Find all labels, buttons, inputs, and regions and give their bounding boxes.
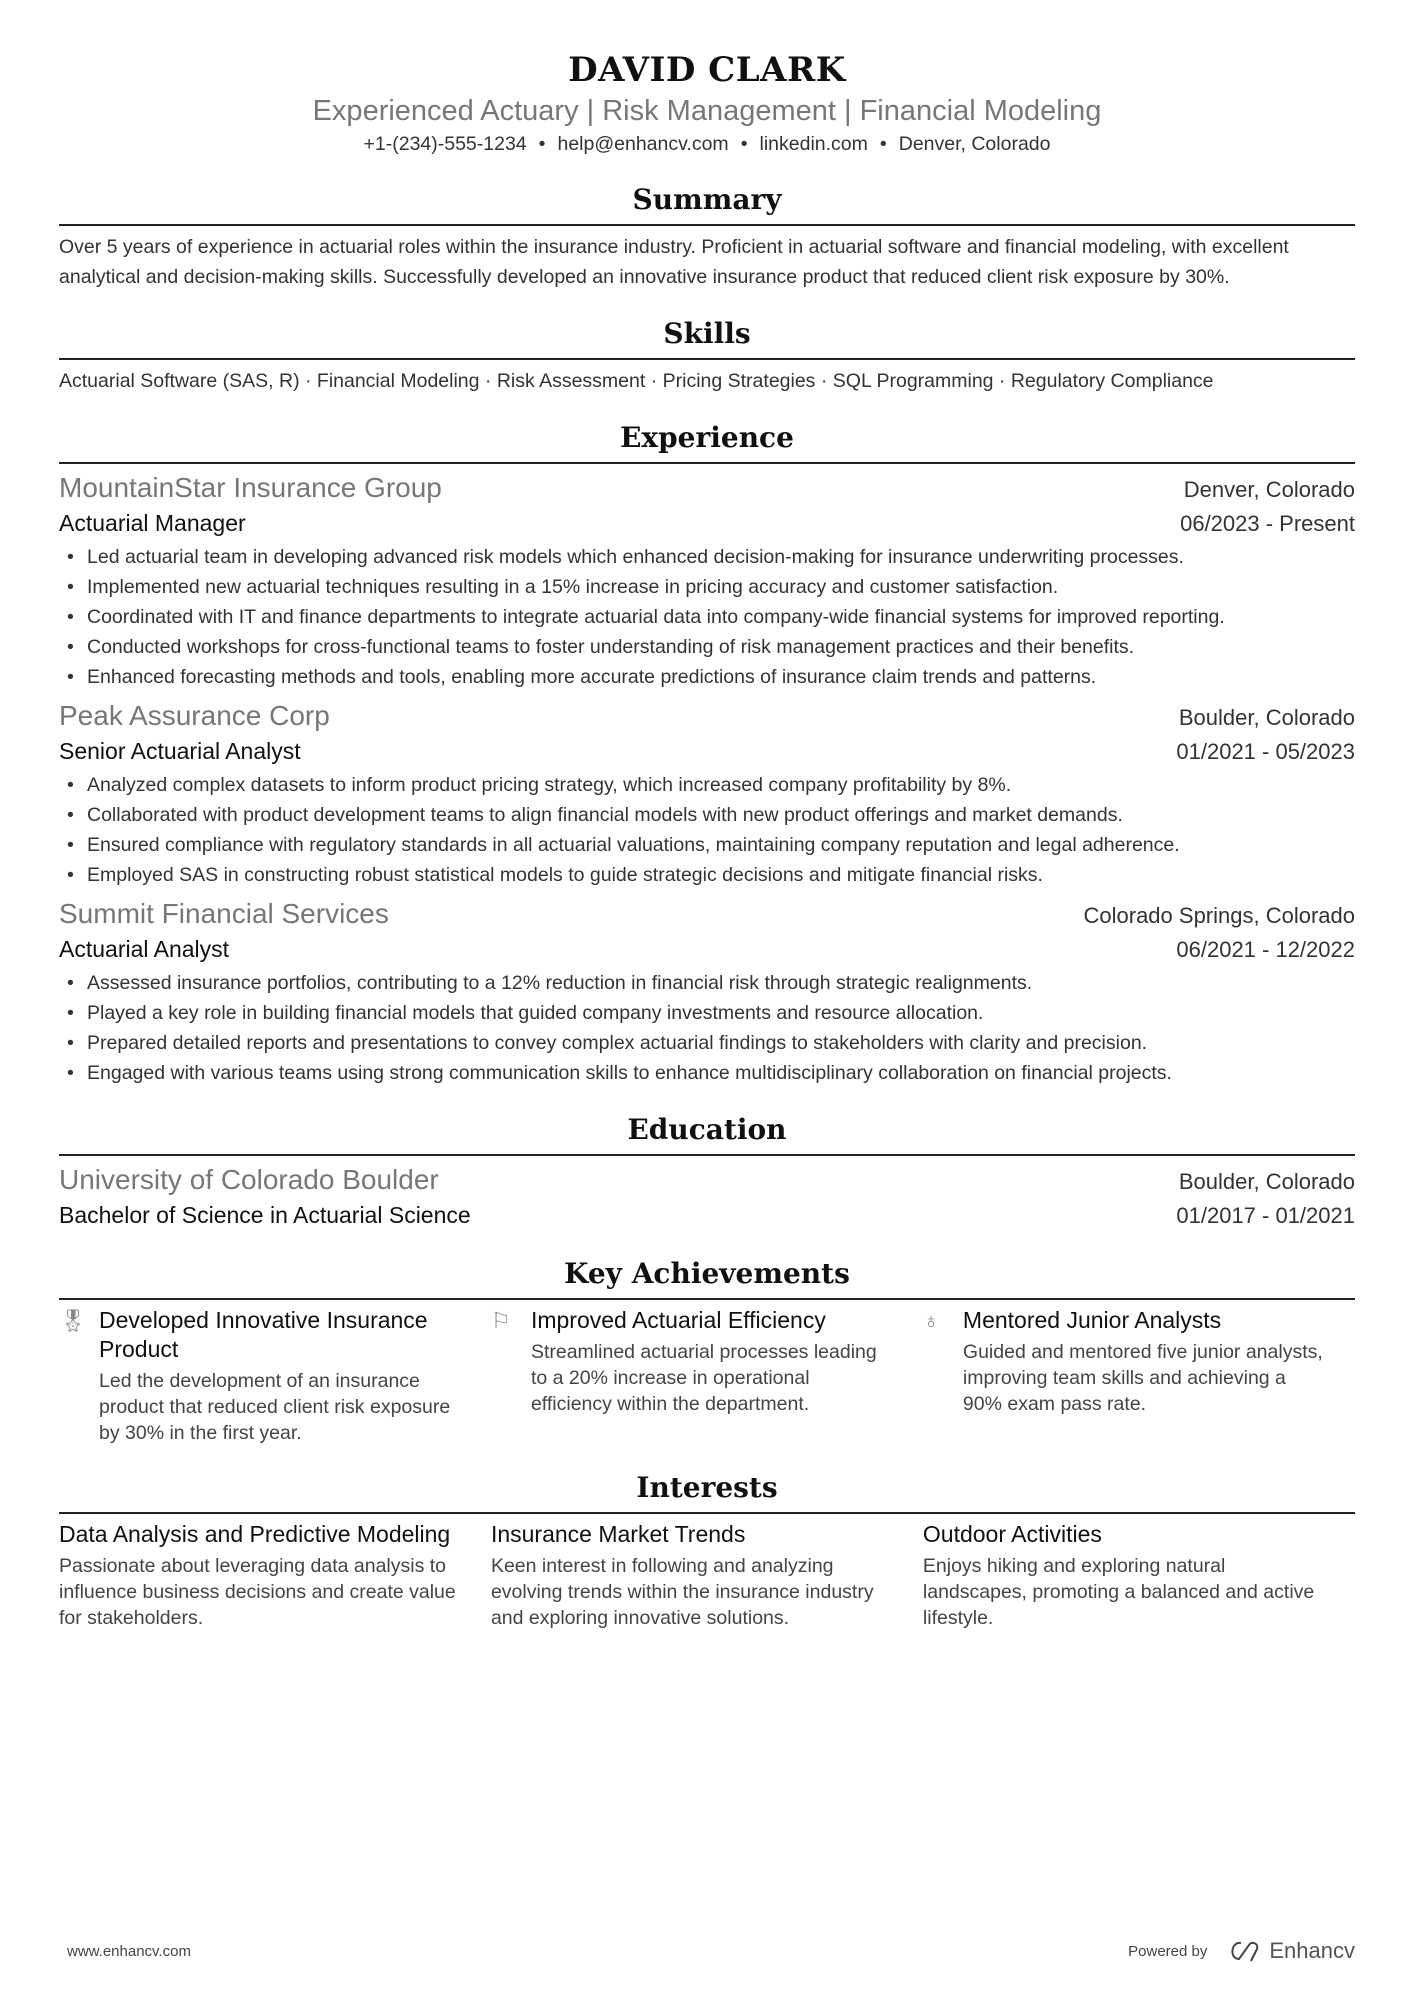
job-bullet: • Collaborated with product development teams to align financial models with new product offerings and market demands. [59,800,1355,830]
enhancv-logo[interactable] [1227,1938,1355,1964]
school-name: University of Colorado Boulder [59,1164,439,1195]
job-dates: 01/2021 - 05/2023 [1176,739,1355,764]
education-entry [59,1162,1355,1232]
job-bullet: • Employed SAS in constructing robust statistical models to guide strategic decisions and mitigate financial risks. [59,860,1355,890]
achievement-title: Improved Actuarial Efficiency [530,1307,826,1333]
footer [67,1938,1355,1964]
job-entry [59,698,1355,890]
job-bullet: • Assessed insurance portfolios, contributing to a 12% reduction in financial risk through strategic realignments. [59,968,1355,998]
achievement-desc: Guided and mentored five junior analysts, improving team skills and achieving a 90% exam pass rate. [962,1341,1323,1415]
achievements-list [59,1306,1355,1446]
lightbulb-icon: ♁ [922,1308,940,1333]
achievement-item [491,1306,923,1446]
skills-list: Actuarial Software (SAS, R) · Financial Modeling · Risk Assessment · Pricing Strategies · SQL Programming · Regulatory Compliance [59,370,1214,392]
job-role: Actuarial Manager [59,510,246,536]
powered-by-label: Powered by [1128,1942,1208,1960]
job-bullet: • Implemented new actuarial techniques resulting in a 15% increase in pricing accuracy and customer satisfaction. [59,572,1355,602]
award-icon: 🎖︎ [59,1308,87,1333]
job-bullet: • Analyzed complex datasets to inform product pricing strategy, which increased company profitability by 8%. [59,770,1355,800]
interest-item [923,1520,1355,1631]
summary-text: Over 5 years of experience in actuarial roles within the insurance industry. Proficient in actuarial software and financial modeling, with excellent analytical and decision-making skills. Successfully developed an innovative insurance product that reduced client risk exposure by 30%. [59,236,1289,288]
job-entry [59,470,1355,692]
school-location: Boulder, Colorado [1178,1169,1355,1194]
section-heading-summary: Summary [59,180,1355,226]
education-dates: 01/2017 - 01/2021 [1176,1203,1355,1228]
job-bullet: • Conducted workshops for cross-functional teams to foster understanding of risk management practices and their benefits. [59,632,1355,662]
job-bullet: • Prepared detailed reports and presentations to convey complex actuarial findings to stakeholders with clarity and precision. [59,1028,1355,1058]
brand-name: Enhancv [1269,1938,1355,1963]
linkedin-link[interactable]: linkedin.com [759,133,868,155]
section-heading-interests: Interests [59,1468,1355,1514]
section-heading-skills: Skills [59,314,1355,360]
job-bullets [59,968,1355,1088]
headline: Experienced Actuary | Risk Management | Financial Modeling [312,95,1102,127]
job-role: Actuarial Analyst [59,936,230,962]
email-link[interactable]: help@enhancv.com [557,133,729,155]
flag-icon: ⚐ [490,1308,511,1333]
resume [59,48,1355,1631]
job-entry [59,896,1355,1088]
interest-item [59,1520,491,1631]
job-role: Senior Actuarial Analyst [59,738,301,764]
enhancv-logo-icon [1227,1939,1261,1963]
experience-list [59,470,1355,1088]
website-link[interactable]: www.enhancv.com [67,1942,191,1960]
achievement-item [923,1306,1355,1446]
company-name: Peak Assurance Corp [59,700,330,731]
degree: Bachelor of Science in Actuarial Science [59,1202,471,1228]
contact-info: +1-(234)-555-1234 • help@enhancv.com • linkedin.com • Denver, Colorado [363,133,1051,155]
job-dates: 06/2023 - Present [1180,511,1355,536]
location: Denver, Colorado [898,133,1051,155]
job-bullet: • Coordinated with IT and finance departments to integrate actuarial data into company-wide financial systems for improved reporting. [59,602,1355,632]
powered-by [1128,1938,1355,1964]
interest-desc: Passionate about leveraging data analysis to influence business decisions and create value for stakeholders. [59,1555,456,1629]
section-heading-education: Education [59,1110,1355,1156]
interest-title: Insurance Market Trends [490,1521,746,1547]
job-location: Boulder, Colorado [1178,705,1355,730]
job-bullets [59,542,1355,692]
achievement-title: Mentored Junior Analysts [962,1307,1222,1333]
interest-item [491,1520,923,1631]
job-location: Colorado Springs, Colorado [1083,903,1355,928]
job-bullet: • Played a key role in building financial models that guided company investments and resource allocation. [59,998,1355,1028]
job-bullet: • Ensured compliance with regulatory standards in all actuarial valuations, maintaining company reputation and legal adherence. [59,830,1355,860]
candidate-name: DAVID CLARK [568,50,846,90]
job-bullet: • Led actuarial team in developing advanced risk models which enhanced decision-making for insurance underwriting processes. [59,542,1355,572]
company-name: MountainStar Insurance Group [59,472,442,503]
section-heading-experience: Experience [59,418,1355,464]
interests-list [59,1520,1355,1631]
interest-desc: Keen interest in following and analyzing evolving trends within the insurance industry and exploring innovative solutions. [490,1555,874,1629]
interest-title: Data Analysis and Predictive Modeling [59,1521,451,1547]
job-bullet: • Enhanced forecasting methods and tools, enabling more accurate predictions of insurance claim trends and patterns. [59,662,1355,692]
achievement-desc: Led the development of an insurance product that reduced client risk exposure by 30% in the first year. [99,1370,451,1444]
job-dates: 06/2021 - 12/2022 [1176,937,1355,962]
achievement-desc: Streamlined actuarial processes leading to a 20% increase in operational efficiency within the department. [530,1341,877,1415]
interest-title: Outdoor Activities [922,1521,1102,1547]
achievement-item [59,1306,491,1446]
job-bullets [59,770,1355,890]
job-location: Denver, Colorado [1183,477,1355,502]
company-name: Summit Financial Services [59,898,389,929]
interest-desc: Enjoys hiking and exploring natural landscapes, promoting a balanced and active lifestyle. [922,1555,1315,1629]
job-bullet: • Engaged with various teams using strong communication skills to enhance multidisciplinary collaboration on financial projects. [59,1058,1355,1088]
phone: +1-(234)-555-1234 [363,133,527,155]
achievement-title: Developed Innovative Insurance Product [99,1307,428,1362]
section-heading-achievements: Key Achievements [59,1254,1355,1300]
